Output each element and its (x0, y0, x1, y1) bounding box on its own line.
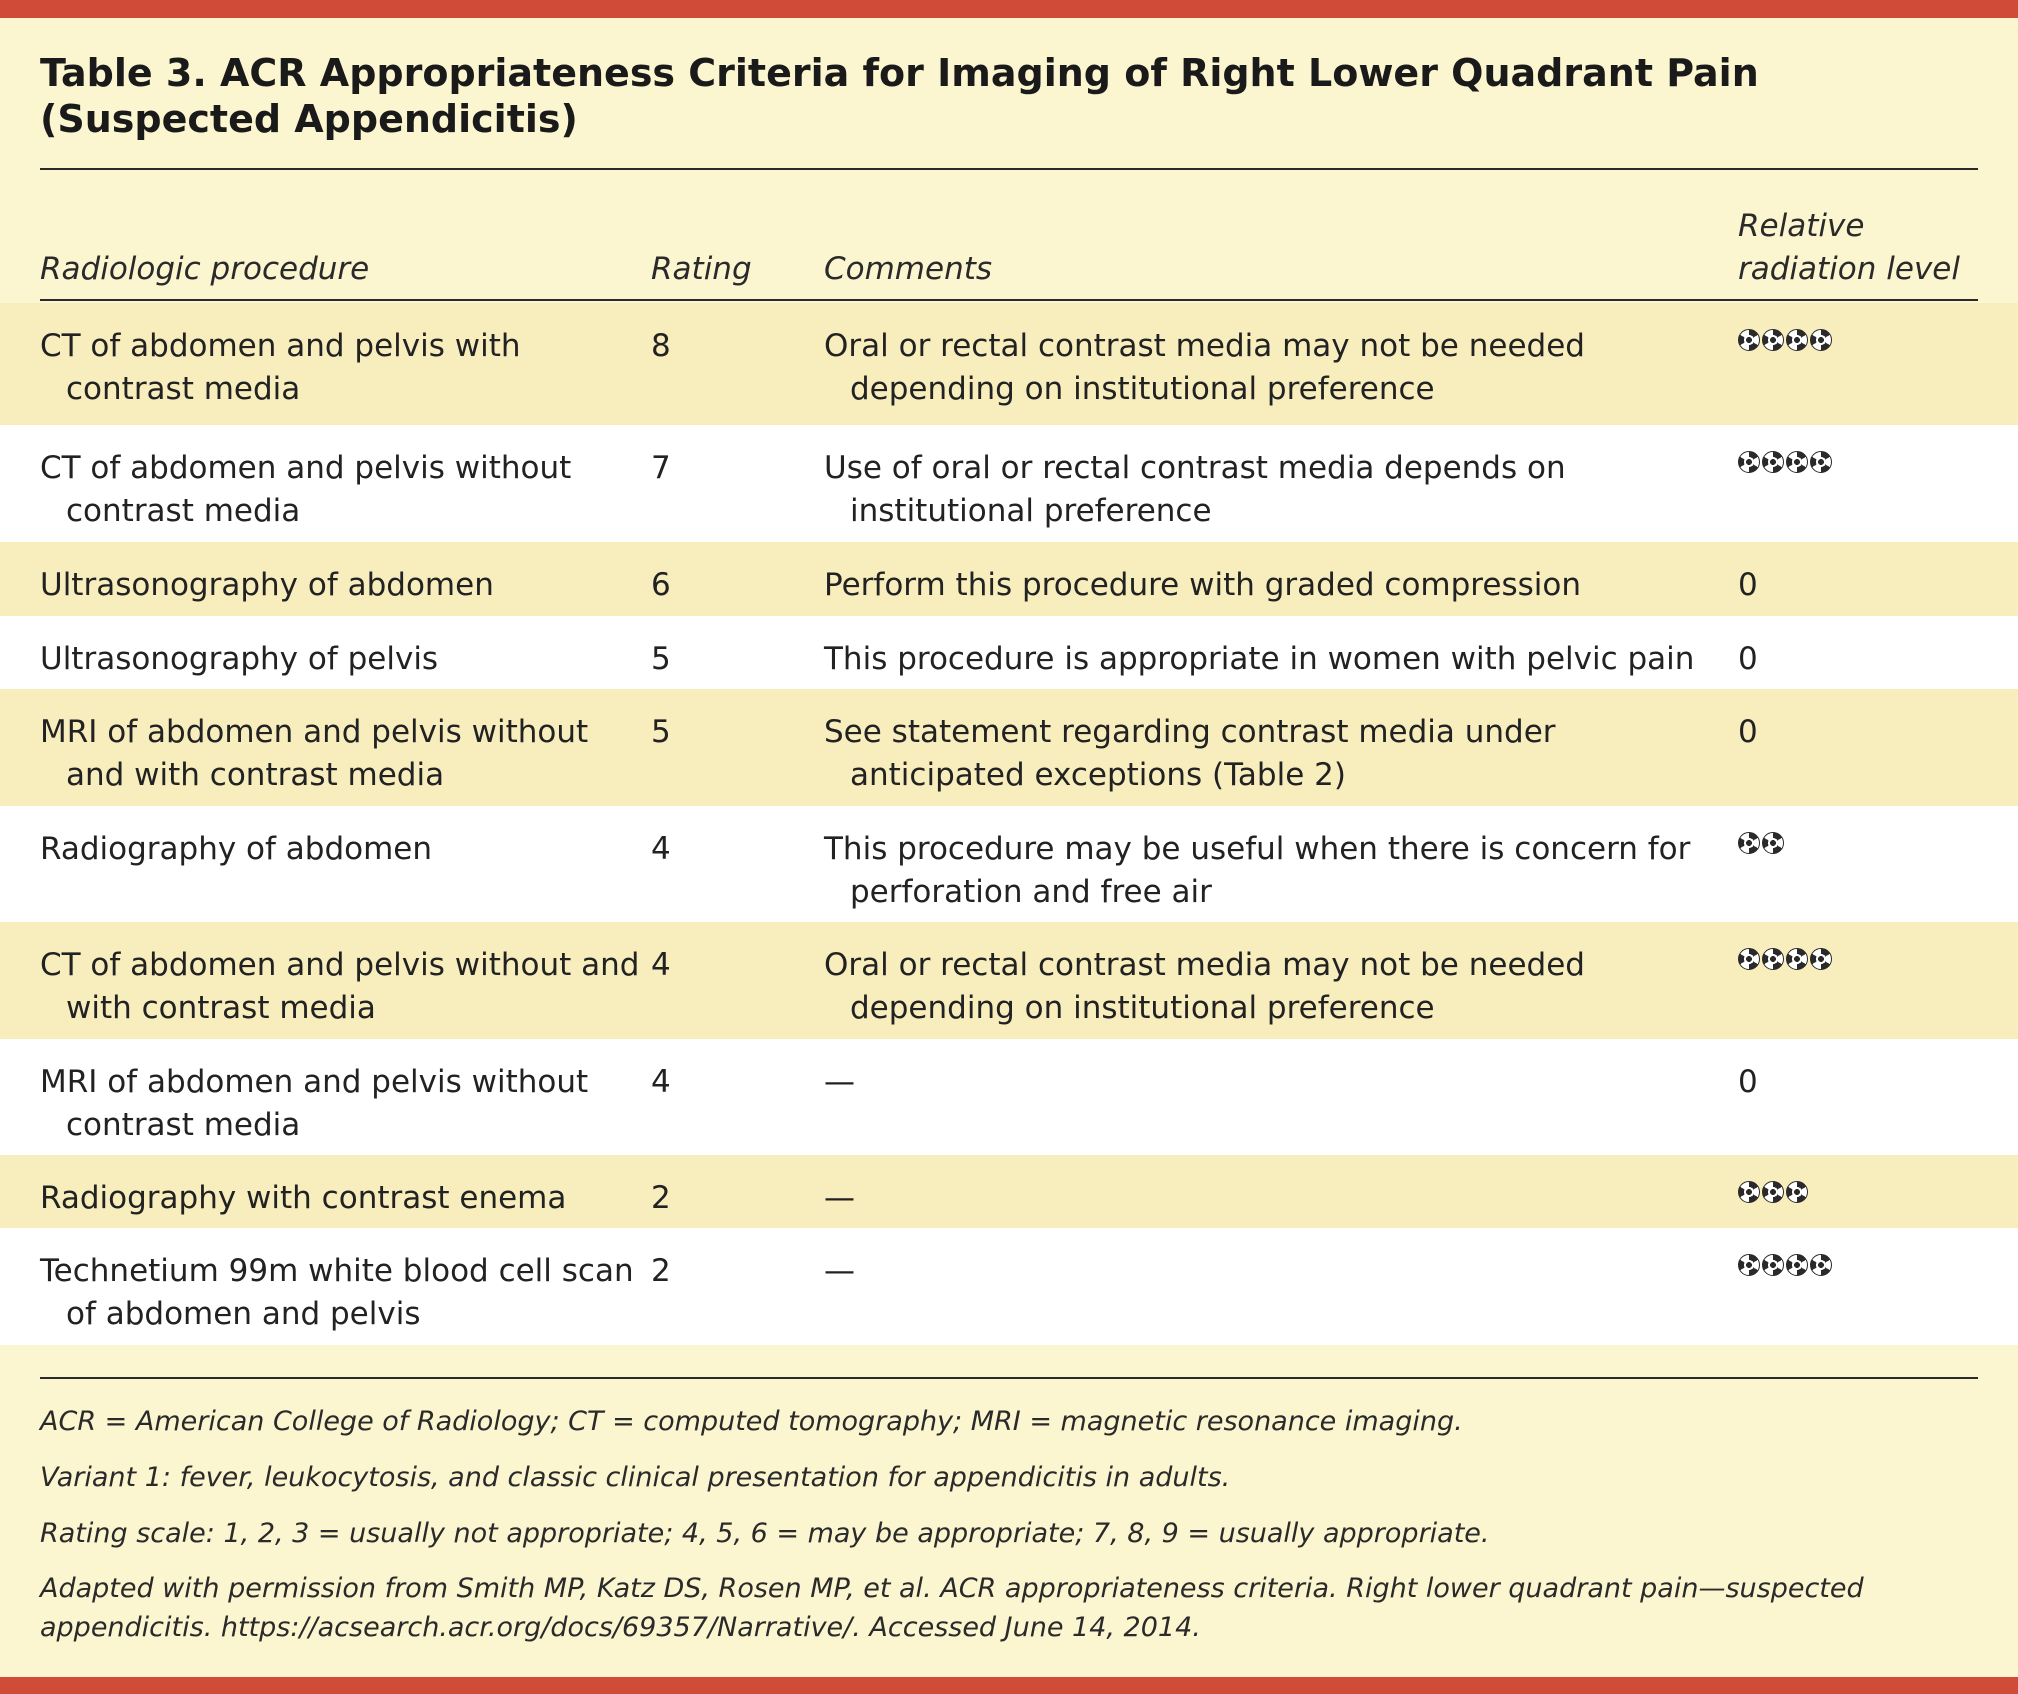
radiation-cell (1738, 325, 1978, 351)
rating-cell: 6 (651, 567, 671, 603)
comments-cell: Perform this procedure with graded compression (824, 567, 1581, 603)
radiation-trefoil-icon (1762, 948, 1784, 970)
radiation-trefoil-icon (1738, 948, 1760, 970)
title-rule (40, 168, 1978, 170)
procedure-cell: Radiography of abdomen (40, 831, 433, 867)
radiation-cell (1738, 1061, 1978, 1104)
procedure-cell: CT of abdomen and pelvis with contrast media (40, 328, 521, 407)
header-procedure: Radiologic procedure (40, 251, 370, 287)
procedure-cell: CT of abdomen and pelvis without and with contrast media (40, 947, 640, 1026)
table-row (0, 922, 2018, 1039)
footnote-abbreviations: ACR = American College of Radiology; CT = computed tomography; MRI = magnetic resonance imaging. (40, 1406, 1463, 1437)
radiation-cell (1738, 564, 1978, 607)
table-bottom-rule (40, 1377, 1978, 1379)
top-border-band (0, 0, 2018, 18)
radiation-trefoil-icon (1786, 451, 1808, 473)
table-row (0, 806, 2018, 922)
table-row (0, 689, 2018, 806)
radiation-trefoil-icon (1762, 1254, 1784, 1276)
table-title: Table 3. ACR Appropriateness Criteria for Imaging of Right Lower Quadrant Pain (Suspected Appendicitis) (40, 51, 1759, 141)
radiation-trefoil-icon (1762, 329, 1784, 351)
header-rating: Rating (651, 251, 752, 287)
rating-cell: 5 (651, 714, 671, 750)
comments-cell: This procedure may be useful when there is concern for perforation and free air (824, 831, 1691, 910)
comments-cell: Oral or rectal contrast media may not be needed depending on institutional preference (824, 947, 1585, 1026)
comments-cell: See statement regarding contrast media under anticipated exceptions (Table 2) (824, 714, 1556, 793)
radiation-trefoil-icon (1810, 451, 1832, 473)
radiation-icons (1738, 944, 1978, 970)
footnote-variant: Variant 1: fever, leukocytosis, and classic clinical presentation for appendicitis in adults. (40, 1462, 1231, 1493)
table-row (0, 542, 2018, 616)
comments-cell: Use of oral or rectal contrast media depends on institutional preference (824, 450, 1566, 529)
radiation-icons (1738, 1177, 1978, 1203)
radiation-cell (1738, 944, 1978, 970)
radiation-cell (1738, 1250, 1978, 1276)
table-row (0, 303, 2018, 425)
comments-cell: — (824, 1253, 855, 1289)
radiation-cell (1738, 828, 1978, 854)
radiation-cell (1738, 447, 1978, 473)
radiation-trefoil-icon (1810, 329, 1832, 351)
comments-cell: Oral or rectal contrast media may not be needed depending on institutional preference (824, 328, 1585, 407)
radiation-value: 0 (1738, 641, 1758, 677)
bottom-border-band (0, 1677, 2018, 1694)
header-radiation (1738, 205, 1960, 291)
radiation-trefoil-icon (1762, 832, 1784, 854)
radiation-icons (1738, 828, 1978, 854)
rating-cell: 8 (651, 328, 671, 364)
procedure-cell: MRI of abdomen and pelvis without and with contrast media (40, 714, 589, 793)
radiation-cell (1738, 711, 1978, 754)
table-row (0, 1228, 2018, 1345)
header-radiation-line2: radiation level (1738, 251, 1960, 287)
comments-cell: — (824, 1180, 855, 1216)
table-row (0, 616, 2018, 689)
radiation-trefoil-icon (1738, 832, 1760, 854)
procedure-cell: Ultrasonography of pelvis (40, 641, 439, 677)
header-radiation-line1: Relative (1738, 208, 1865, 244)
radiation-trefoil-icon (1762, 451, 1784, 473)
header-rule (40, 299, 1978, 301)
radiation-trefoil-icon (1762, 1181, 1784, 1203)
radiation-trefoil-icon (1810, 948, 1832, 970)
radiation-value: 0 (1738, 1064, 1758, 1100)
footnote-rating-scale: Rating scale: 1, 2, 3 = usually not appropriate; 4, 5, 6 = may be appropriate; 7, 8, 9 = usually appropriate. (40, 1518, 1490, 1549)
header-comments: Comments (824, 251, 993, 287)
table-row (0, 425, 2018, 542)
rating-cell: 5 (651, 641, 671, 677)
radiation-trefoil-icon (1738, 451, 1760, 473)
radiation-trefoil-icon (1786, 329, 1808, 351)
radiation-value: 0 (1738, 714, 1758, 750)
rating-cell: 4 (651, 1064, 671, 1100)
radiation-icons (1738, 1250, 1978, 1276)
comments-cell: This procedure is appropriate in women with pelvic pain (824, 641, 1695, 677)
procedure-cell: Radiography with contrast enema (40, 1180, 567, 1216)
radiation-trefoil-icon (1738, 1181, 1760, 1203)
radiation-cell (1738, 1177, 1978, 1203)
table-row (0, 1039, 2018, 1155)
radiation-trefoil-icon (1786, 948, 1808, 970)
radiation-icons (1738, 325, 1978, 351)
procedure-cell: Ultrasonography of abdomen (40, 567, 494, 603)
procedure-cell: Technetium 99m white blood cell scan of abdomen and pelvis (40, 1253, 634, 1332)
radiation-trefoil-icon (1738, 1254, 1760, 1276)
radiation-trefoil-icon (1810, 1254, 1832, 1276)
rating-cell: 4 (651, 947, 671, 983)
table-row (0, 1155, 2018, 1228)
radiation-trefoil-icon (1786, 1181, 1808, 1203)
rating-cell: 2 (651, 1253, 671, 1289)
radiation-value: 0 (1738, 567, 1758, 603)
footnote-source: Adapted with permission from Smith MP, Katz DS, Rosen MP, et al. ACR appropriateness criteria. Right lower quadrant pain—suspected appendicitis. https://acsearch.acr.org/docs/69357/Narrative/. Accessed June 14, 2014. (40, 1573, 1864, 1643)
radiation-trefoil-icon (1738, 329, 1760, 351)
rating-cell: 2 (651, 1180, 671, 1216)
procedure-cell: CT of abdomen and pelvis without contrast media (40, 450, 572, 529)
comments-cell: — (824, 1064, 855, 1100)
radiation-trefoil-icon (1786, 1254, 1808, 1276)
procedure-cell: MRI of abdomen and pelvis without contrast media (40, 1064, 589, 1143)
radiation-icons (1738, 447, 1978, 473)
rating-cell: 7 (651, 450, 671, 486)
rating-cell: 4 (651, 831, 671, 867)
radiation-cell (1738, 638, 1978, 681)
